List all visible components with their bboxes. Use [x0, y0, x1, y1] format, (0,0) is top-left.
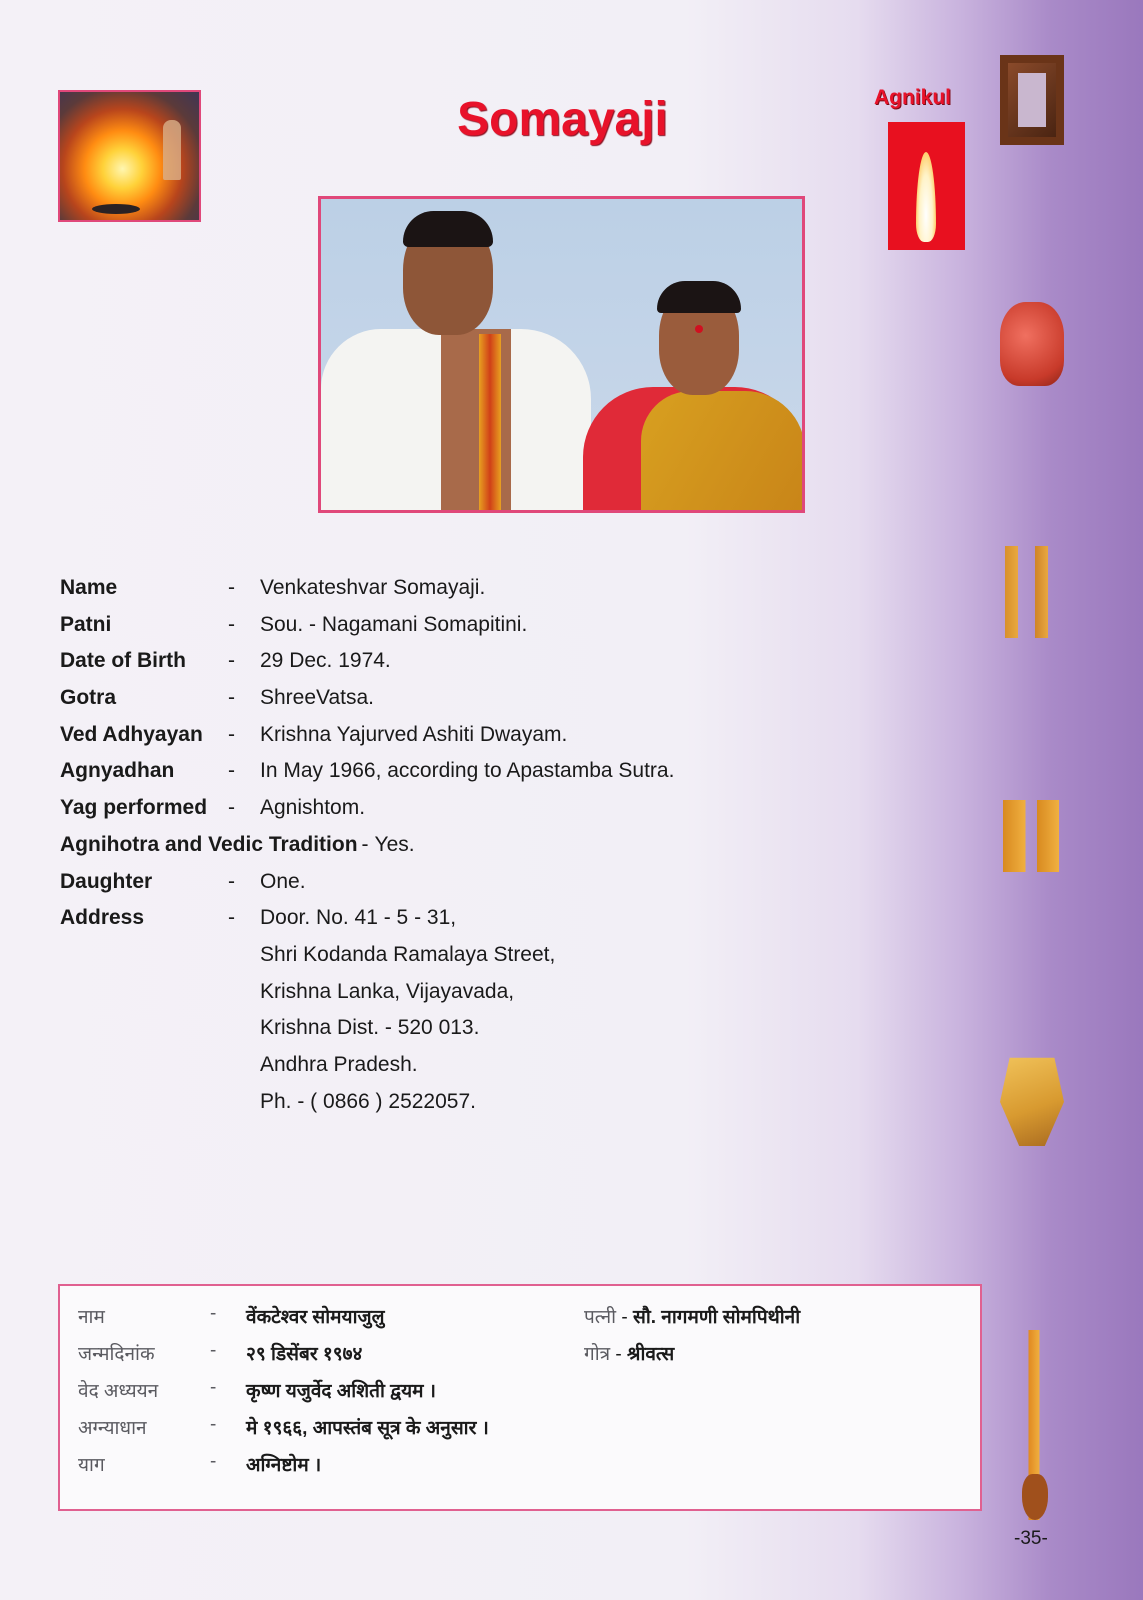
category-label: Agnikul — [874, 86, 951, 109]
address-line: Krishna Lanka, Vijayavada, — [260, 979, 515, 1003]
hindi-value: कृष्ण यजुर्वेद अशिती द्वयम । — [246, 1381, 436, 1402]
hindi-value: वेंकटेश्वर सोमयाजुलु — [246, 1307, 385, 1328]
detail-label: Agnihotra and Vedic Tradition — [60, 832, 358, 856]
detail-value: Sou. - Nagamani Somapitini. — [260, 612, 528, 636]
detail-value: In May 1966, according to Apastamba Sutra. — [260, 759, 675, 783]
hindi-label: पत्नी — [584, 1307, 617, 1328]
detail-label: Patni — [60, 612, 112, 636]
detail-label: Gotra — [60, 686, 117, 710]
hindi-label: नाम — [78, 1307, 105, 1328]
detail-row-gotra — [60, 680, 415, 717]
detail-separator: - — [228, 759, 235, 783]
hindi-row-gotra — [584, 1340, 674, 1366]
priest-figure — [163, 120, 181, 180]
detail-separator: - — [361, 832, 369, 856]
detail-value: Yes. — [374, 832, 415, 856]
detail-row-address — [60, 900, 457, 937]
detail-separator: - — [228, 906, 235, 930]
flame-shape — [916, 152, 936, 242]
detail-separator: - — [228, 796, 235, 820]
detail-row-daughter — [60, 864, 415, 901]
detail-label: Ved Adhyayan — [60, 722, 203, 746]
detail-label: Name — [60, 576, 118, 599]
address-line: Ph. - ( 0866 ) 2522057. — [260, 1089, 476, 1113]
detail-label: Address — [60, 906, 145, 930]
detail-row-agnihotra — [60, 827, 415, 864]
man-stole — [479, 334, 501, 513]
sacrificial-spoon-icon — [1006, 1330, 1062, 1520]
hindi-separator: - — [615, 1344, 622, 1365]
detail-row-ved-adhyayan — [60, 717, 568, 754]
detail-label: Yag performed — [60, 796, 208, 820]
detail-separator: - — [228, 649, 235, 673]
address-line: Andhra Pradesh. — [260, 1052, 418, 1076]
hindi-value: श्रीवत्स — [627, 1344, 675, 1365]
detail-label: Daughter — [60, 869, 153, 893]
bindi — [695, 325, 703, 333]
detail-separator: - — [228, 869, 235, 893]
hindi-label: अग्न्याधान — [78, 1418, 147, 1439]
details-list — [60, 570, 675, 1120]
detail-row-dob — [60, 643, 415, 680]
detail-row-patni — [60, 607, 528, 644]
hindi-separator: - — [210, 1414, 217, 1435]
hindi-separator: - — [210, 1451, 217, 1472]
hindi-separator: - — [210, 1340, 217, 1361]
detail-separator: - — [228, 722, 235, 746]
hindi-separator: - — [210, 1303, 217, 1324]
detail-value: Krishna Yajurved Ashiti Dwayam. — [260, 722, 568, 746]
detail-value: Venkateshvar Somayaji. — [260, 576, 486, 599]
address-line: Shri Kodanda Ramalaya Street, — [260, 942, 556, 966]
address-line: Krishna Dist. - 520 013. — [260, 1016, 480, 1040]
hindi-separator: - — [210, 1377, 217, 1398]
woman-hair — [657, 281, 741, 313]
wooden-sticks-icon — [1000, 546, 1064, 638]
hindi-value: सौ. नागमणी सोमपिथीनी — [632, 1307, 801, 1328]
detail-label: Date of Birth — [60, 649, 186, 673]
detail-value: Agnishtom. — [260, 796, 366, 820]
detail-row-agnyadhan — [60, 753, 675, 790]
wooden-frame-icon — [1000, 55, 1064, 145]
flame-icon — [888, 122, 965, 250]
wooden-ladles-icon — [1000, 800, 1064, 872]
detail-value: ShreeVatsa. — [260, 686, 375, 710]
detail-value: Door. No. 41 - 5 - 31, — [260, 906, 457, 930]
hindi-value: २९ डिसेंबर १९७४ — [246, 1344, 363, 1365]
hindi-label: गोत्र — [584, 1344, 611, 1365]
couple-photo — [318, 196, 805, 513]
clay-pot-icon — [1000, 302, 1064, 386]
hindi-row-patni — [584, 1303, 800, 1329]
hindi-value: अग्निष्टोम । — [246, 1455, 322, 1476]
wooden-vessel-icon — [1000, 1048, 1064, 1146]
hindi-label: याग — [78, 1455, 105, 1476]
woman-saree — [641, 391, 805, 513]
detail-row-name — [60, 570, 486, 607]
fire-ritual-photo — [58, 90, 201, 222]
page-number: -35- — [1014, 1528, 1048, 1549]
hindi-summary-box — [58, 1284, 982, 1511]
hindi-value: मे १९६६, आपस्तंब सूत्र के अनुसार । — [246, 1418, 489, 1439]
fire-pot — [92, 204, 140, 214]
hindi-label: वेद अध्ययन — [78, 1381, 159, 1402]
detail-label: Agnyadhan — [60, 759, 175, 783]
page-title: Somayaji — [457, 93, 668, 146]
hindi-label: जन्मदिनांक — [78, 1344, 155, 1365]
detail-separator: - — [228, 612, 235, 636]
detail-value: One. — [260, 869, 306, 893]
detail-separator: - — [228, 576, 235, 599]
detail-row-yag — [60, 790, 415, 827]
detail-separator: - — [228, 686, 235, 710]
man-hair — [403, 211, 493, 247]
hindi-separator: - — [621, 1307, 628, 1328]
detail-value: 29 Dec. 1974. — [260, 649, 391, 673]
